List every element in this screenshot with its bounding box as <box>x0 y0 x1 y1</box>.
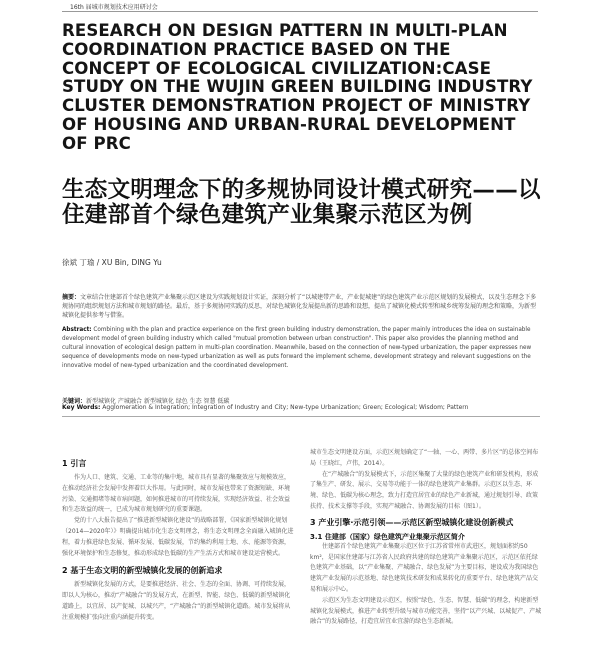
header-rule <box>62 11 538 12</box>
keywords-english-label: Key Words: <box>62 404 101 411</box>
right-paragraph-1: 城市生态文明建设方面，示范区规划确定了“一轴、一心、两带、多片区”的总体空间布局（王晓红，卢伟，2014）。 <box>310 449 539 467</box>
section-divider <box>62 416 540 417</box>
running-head: 16th 届城市规划技术应用研讨会 <box>70 4 158 11</box>
title-english: RESEARCH ON DESIGN PATTERN IN MULTI-PLAN COORDINATION PRACTICE BASED ON THE CONCEPT OF ECOLOGICAL CIVILIZATION:CASE STUDY ON THE WUJIN GREEN BUILDING INDUSTRY CLUSTER DEMONSTRATION PROJECT OF MINISTRY OF HOUSING AND URBAN-RURAL DEVELOPMENT OF PRC <box>62 21 533 153</box>
abstract-chinese <box>62 293 540 320</box>
section-1-heading: 1 引言 <box>62 459 87 468</box>
section-2-paragraph-1: 新型城镇化发展的方式，是要推进经济、社会、生态的全面、协调、可持续发展，即以人为核心，推动“产城融合”的发展方式，在新型、智能、绿色、低碳的新型城镇化道路上，以宜居、以产促城、以城兴产，“产城融合”的新型城镇化道路。城市发展将从注重规模扩张向注重内涵提升转变。 <box>62 581 291 621</box>
right-column <box>310 448 542 628</box>
abstract-english <box>62 326 540 371</box>
abstract-chinese-label: 摘要： <box>62 294 81 301</box>
authors: 徐斌 丁瑜 / XU Bin, DING Yu <box>62 258 162 267</box>
keywords-english-text: Agglomeration & Integration; Integration of Industry and City; New-type Urbanization; Green; Ecological; Wisdom; Pattern <box>102 404 469 411</box>
section-1-paragraph-1: 作为人口、建筑、交通、工业等的集中地，城市具有显著的集聚效应与规模效应，在推动经济社会发展中发挥着巨大作用。与此同时，城市发展也带来了资源短缺、环境污染、交通拥堵等城市病问题，如何推进城市的可持续发展，实现经济效益、社会效益和生态效益的统一，已成为城市规划研究的重要课题。 <box>62 474 291 514</box>
right-paragraph-2: 在“产城融合”的发展模式下，示范区集聚了大量的绿色建筑产业和研发机构，形成了集生产、研发、展示、交易等功能于一体的绿色建筑产业集群。示范区以生态、环境、绿色、低碳为核心理念，致力打造宜居宜业的绿色产业新城，通过规划引导、政策扶持、技术支撑等手段，实现产城融合、协调发展的目标（图1）。 <box>310 470 539 510</box>
section-3-1-heading: 3.1 住建部（国家）绿色建筑产业集聚示范区简介 <box>310 532 465 541</box>
right-paragraph-3: 住建部首个绿色建筑产业集聚示范区位于江苏省常州市武进区，规划面积约50 km²，是国家住建部与江苏省人民政府共建的绿色建筑产业集聚示范区，示范区依托绿色建筑产业基础，以“产业集聚、产城融合、绿色发展”为主要目标，建设成为我国绿色建筑产业发展的示范基地、绿色建筑技术研发和成果转化的重要平台、绿色建筑产品交易和展示中心。 <box>310 542 539 593</box>
section-3-heading: 3 产业引擎·示范引领——示范区新型城镇化建设创新模式 <box>310 517 514 527</box>
keywords-chinese-text: 新型城镇化 产城融合 新型城镇化 绿色 生态 智慧 低碳 <box>86 398 230 405</box>
abstract-english-label: Abstract: <box>62 327 92 333</box>
abstract-english-text: Combining with the plan and practice experience on the first green building industry demonstration, the paper mainly introduces the idea on sustainable development model of green building industry which called "mutual promotion between urban construction". This paper also provides the planning method and cultural innovation of ecological design pattern in multi-plan coordination. Meanwhile, based on the connection of new-typed urbanization, the paper expresses new sequence of developments mode on new-typed urbanization as well as puts forward the implement scheme, development strategy and relevant suggestions on the innovative model of new-typed urbanization and the coordinated development. <box>62 327 532 370</box>
left-column <box>62 456 294 624</box>
keywords-english <box>62 404 540 411</box>
keywords-chinese-label: 关键词： <box>62 398 87 405</box>
abstract-chinese-text: 文章结合住建部首个绿色建筑产业集聚示范区建设为实践规划设计实证，深刻分析了“以城建带产业，产业促城建”的绿色建筑产业示范区规划的发展模式，以及生态理念下多规协同的组织规划方法和城市规划的路径。最后，基于多规协同实践的反思，对绿色城镇化发展提出新的思路和设想，提出了城镇化模式转型和城乡统筹发展的理念和策略，为新型城镇化提供参考与借鉴。 <box>62 294 537 319</box>
section-2-heading: 2 基于生态文明的新型城镇化发展的创新追求 <box>62 566 223 576</box>
title-chinese: 生态文明理念下的多规协同设计模式研究——以住建部首个绿色建筑产业集聚示范区为例 <box>62 177 541 228</box>
section-1-paragraph-2: 党的十八大报告提出了“推进新型城镇化建设”的战略部署，《国家新型城镇化规划（2014—2020年）》明确提出城市化生态文明理念，将生态文明理念全面融入城镇化进程，着力推进绿色发展、循环发展、低碳发展，节约集约利用土地、水、能源等资源，强化环境保护和生态修复，推动形成绿色低碳的生产生活方式和城市建设运营模式。 <box>62 517 294 557</box>
right-paragraph-4: 示范区为生态文明建设示范区，按照“绿色、生态、智慧、低碳”的理念，构建新型城镇化发展模式，推进产业转型升级与城市功能完善，坚持“以产兴城、以城促产、产城融合”的发展路径，打造宜居宜业宜游的绿色生态新城。 <box>310 596 542 626</box>
